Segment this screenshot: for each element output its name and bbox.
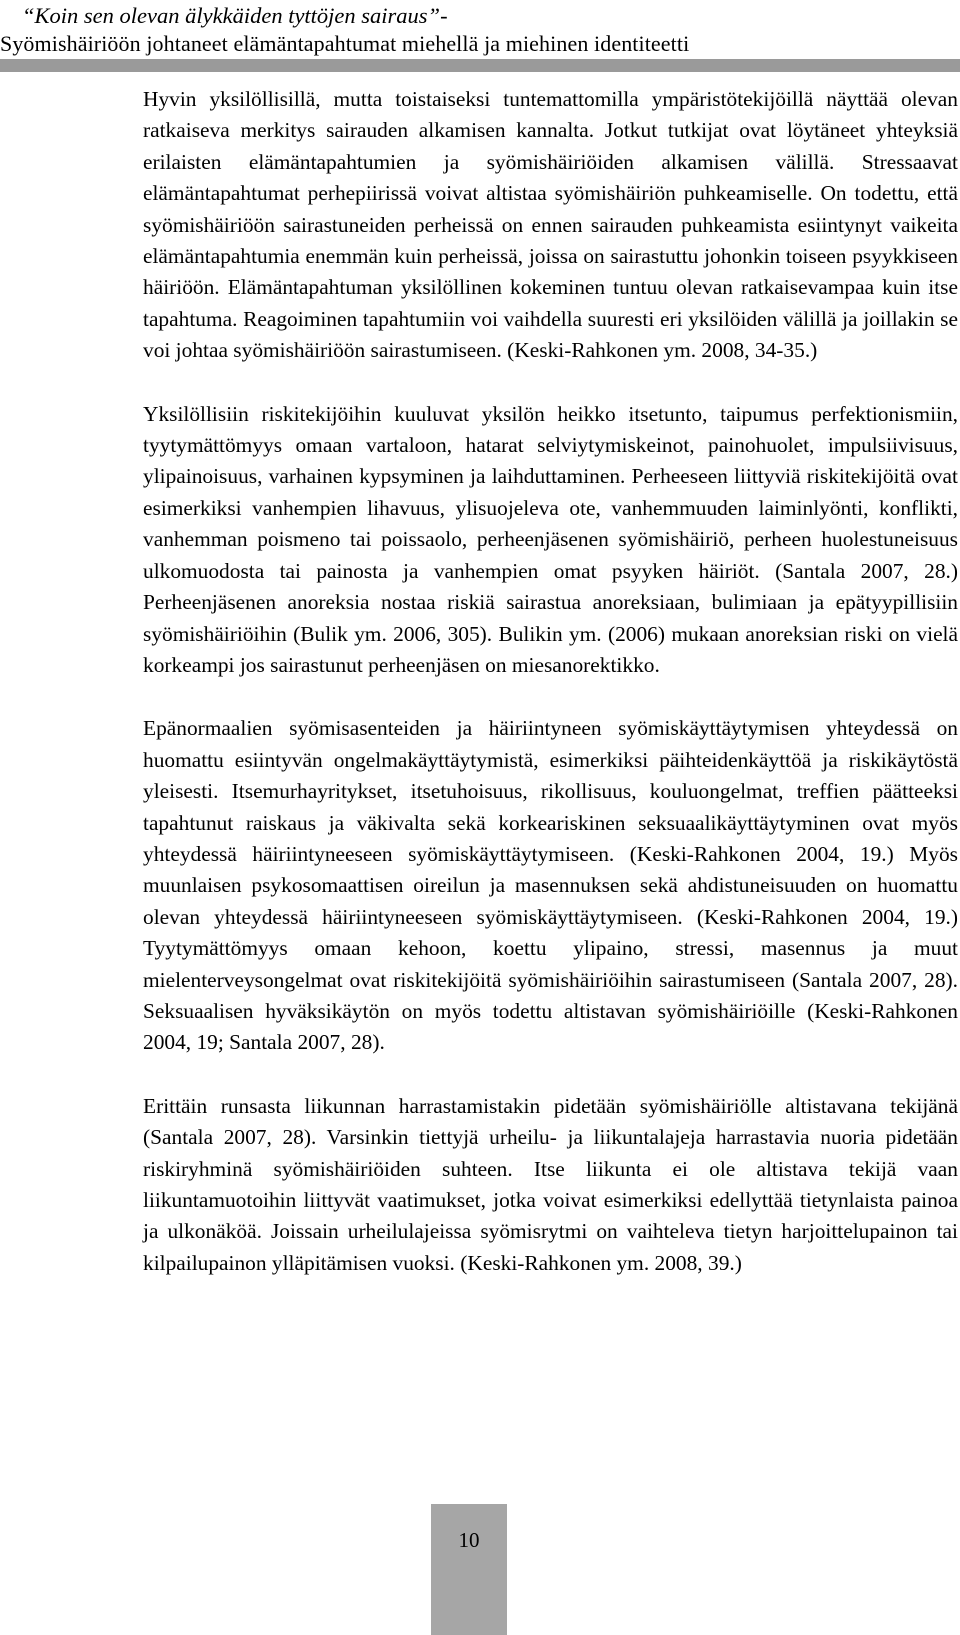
page-number-box [431,1504,507,1635]
header-title: “Koin sen olevan älykkäiden tyttöjen sairaus”- [22,3,448,28]
paragraph-exercise: Erittäin runsasta liikunnan harrastamistakin pidetään syömishäiriölle altistavana tekijänä (Santala 2007, 28). Varsinkin tiettyjä urheilu- ja liikuntalajeja harrastavia nuoria pidetään riskiryhminä syömishäiriöiden suhteen. Itse liikunta ei ole altistava tekijä vaan liikuntamuotoihin liittyvät vaatimukset, jotka voivat esimerkiksi edellyttää tietynlaista painoa ja ulkonäköä. Joissain urheilulajeissa syömisrytmi on vaihteleva tietyn harjoittelupainon tai kilpailupainon ylläpitämisen vuoksi. (Keski-Rahkonen ym. 2008, 39.) [143,1093,958,1275]
page-number: 10 [458,1528,480,1552]
header-rule [0,59,960,72]
paragraph-problem-behaviour: Epänormaalien syömisasenteiden ja häiriintyneen syömiskäyttäytymisen yhteydessä on huomattu esiintyvän ongelmakäyttäytymistä, esimerkiksi päihteidenkäyttöä ja riskikäytöstä yleisesti. Itsemurhayritykset, itsetuhoisuus, rikollisuus, kouluongelmat, treffien päätteeksi tapahtunut raiskaus ja väkivalta sekä korkeariskinen seksuaalikäyttäytyminen ovat myös yhteydessä häiriintyneeseen syömiskäyttäytymiseen. (Keski-Rahkonen 2004, 19.) Myös muunlaisen psykosomaattisen oireilun ja masennuksen sekä ahdistuneisuuden on huomattu olevan yhteydessä häiriintyneeseen syömiskäyttäytymiseen. (Keski-Rahkonen 2004, 19.) Tyytymättömyys omaan kehoon, koettu ylipaino, stressi, masennus ja muut mielenterveysongelmat ovat riskitekijöitä syömishäiriöihin sairastumiseen (Santala 2007, 28). Seksuaalisen hyväksikäytön on myös todettu altistavan syömishäiriöille (Keski-Rahkonen 2004, 19; Santala 2007, 28). [143,716,958,1055]
paragraph-individual-risk-factors: Yksilöllisiin riskitekijöihin kuuluvat yksilön heikko itsetunto, taipumus perfektionismiin, tyytymättömyys omaan vartaloon, hatarat selviytymiskeinot, painohuolet, impulsiivisuus, ylipainoisuus, varhainen kypsyminen ja laihduttaminen. Perheeseen liittyviä riskitekijöitä ovat esimerkiksi vanhempien lihavuus, ylisuojeleva ote, vanhemmuuden laiminlyönti, konflikti, vanhemman poismeno tai poissaolo, perheenjäsenen syömishäiriö, perheen huolestuneisuus ulkomuodosta tai painosta ja vanhempien omat psyyken häiriöt. (Santala 2007, 28.) Perheenjäsenen anoreksia nostaa riskiä sairastua anoreksiaan, bulimiaan ja epätyypillisiin syömishäiriöihin (Bulik ym. 2006, 305). Bulikin ym. (2006) mukaan anoreksian riski on vielä korkeampi jos sairastunut perheenjäsen on miesanorektikko. [143,401,958,677]
body-text [143,84,958,1311]
paragraph-environmental-factors: Hyvin yksilöllisillä, mutta toistaiseksi tuntemattomilla ympäristötekijöillä näyttää olevan ratkaiseva merkitys sairauden alkamisen kannalta. Jotkut tutkijat ovat löytäneet yhteyksiä erilaisten elämäntapahtumien ja syömishäiriöiden alkamisen välillä. Stressaavat elämäntapahtumat perhepiirissä voivat altistaa syömishäiriön puhkeamiselle. On todettu, että syömishäiriöön sairastuneiden perheissä on ennen sairauden puhkeamista esiintynyt vaikeita elämäntapahtumia enemmän kuin perheissä, joissa on sairastuttu johonkin toiseen psyykkiseen häiriöön. Elämäntapahtuman yksilöllinen kokeminen tuntuu olevan ratkaisevampaa kuin itse tapahtuma. Reagoiminen tapahtumiin voi vaihdella suuresti eri yksilöiden välillä ja joillakin se voi johtaa syömishäiriöön sairastumiseen. (Keski-Rahkonen ym. 2008, 34-35.) [143,87,958,363]
header-subtitle: Syömishäiriöön johtaneet elämäntapahtumat miehellä ja miehinen identiteetti [0,31,690,56]
